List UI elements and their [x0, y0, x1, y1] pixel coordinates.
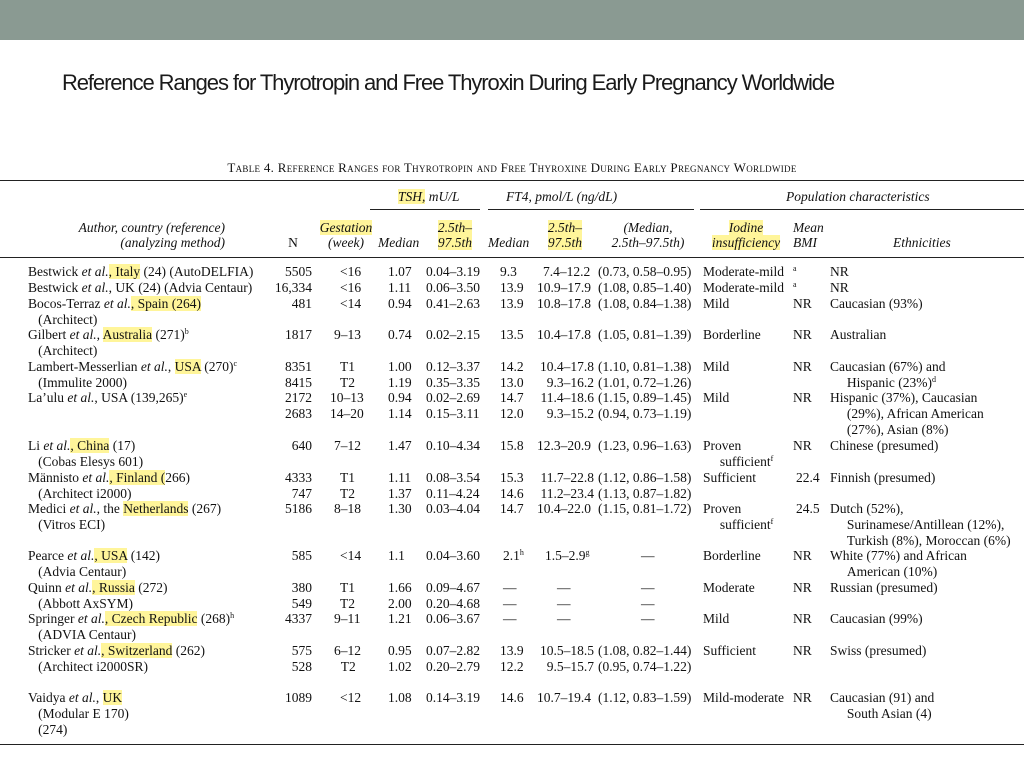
- cell-ethnicities: Chinese (presumed): [830, 438, 939, 453]
- cell-iodine: Moderate-mild: [703, 280, 784, 295]
- cell-tsh-median: 1.00 1.19: [388, 359, 412, 390]
- col-header-iodine: Iodine insufficiency: [711, 220, 781, 250]
- cell-ft4-alt: (1.05, 0.81–1.39): [598, 327, 692, 342]
- cell-tsh-range: 0.04–3.60: [426, 548, 480, 563]
- cell-tsh-range: 0.41–2.63: [426, 296, 480, 311]
- cell-ft4-median: 13.9: [500, 280, 524, 295]
- cell-n: 4337: [285, 611, 312, 626]
- cell-iodine: Sufficient: [703, 643, 756, 658]
- cell-ft4-range: 10.5–18.5 9.5–15.7: [540, 643, 594, 674]
- cell-gestation: 10–13 14–20: [330, 390, 364, 421]
- cell-tsh-range: 0.06–3.50: [426, 280, 480, 295]
- cell-ft4-median: 15.8: [500, 438, 524, 453]
- cell-author: Bestwick et al., Italy (24) (AutoDELFIA): [28, 264, 254, 279]
- cell-ft4-alt: (1.12, 0.83–1.59): [598, 690, 692, 705]
- cell-iodine: Mild: [703, 611, 730, 626]
- cell-iodine: Mild-moderate: [703, 690, 784, 705]
- ft4-group-rule: [488, 209, 694, 210]
- col-header-tsh-range: 2.5th– 97.5th: [437, 220, 473, 250]
- cell-ethnicities: Australian: [830, 327, 887, 342]
- slide-title: Reference Ranges for Thyrotropin and Free Thyroxin During Early Pregnancy Worldwide: [62, 70, 835, 95]
- cell-ft4-range: 1.5–2.9$^g$: [545, 548, 590, 563]
- table-number: Table 4.: [227, 160, 275, 175]
- col-header-ft4-median: Median: [488, 235, 530, 250]
- cell-gestation: <12: [340, 690, 362, 705]
- cell-bmi: NR: [793, 611, 812, 626]
- cell-gestation: 7–12: [334, 438, 361, 453]
- cell-ft4-range: 7.4–12.2: [543, 264, 591, 279]
- cell-author: Springer et al., Czech Republic $(268)^h$ (ADVIA Centaur): [28, 611, 235, 642]
- cell-n: 2172 2683: [285, 390, 312, 421]
- cell-iodine: Proven sufficient$^f$: [703, 438, 774, 469]
- cell-tsh-range: 0.02–2.69 0.15–3.11: [426, 390, 480, 421]
- col-header-ft4-alt: (Median, 2.5th–97.5th): [611, 220, 685, 250]
- cell-bmi: NR: [793, 438, 812, 453]
- population-group-header: Population characteristics: [786, 189, 930, 204]
- cell-ft4-median: 13.9 12.2: [500, 643, 524, 674]
- cell-ft4-alt: (1.10, 0.81–1.38) (1.01, 0.72–1.26): [598, 359, 692, 390]
- cell-ft4-median: 14.6: [500, 690, 524, 705]
- cell-ethnicities: Swiss (presumed): [830, 643, 927, 658]
- cell-ft4-median: 9.3: [500, 264, 517, 279]
- col-header-gestation: Gestation (week): [319, 220, 373, 250]
- cell-ft4-median: 15.3 14.6: [500, 470, 524, 501]
- cell-bmi: NR: [793, 690, 812, 705]
- cell-bmi: 22.4: [796, 470, 820, 485]
- cell-gestation: <14: [340, 548, 362, 563]
- cell-gestation: <16: [340, 264, 362, 279]
- cell-author: Bocos-Terraz et al., Spain (264) (Architect): [28, 296, 202, 327]
- cell-ft4-range: 10.4–17.8: [537, 327, 591, 342]
- cell-tsh-range: 0.12–3.37 0.35–3.35: [426, 359, 480, 390]
- cell-ethnicities: Caucasian (67%) and Hispanic $(23\%)^d$: [830, 359, 946, 390]
- cell-author: Medici et al., the Netherlands (267) (Vitros ECI): [28, 501, 222, 532]
- cell-n: 5505: [285, 264, 312, 279]
- cell-bmi: a: [793, 280, 797, 289]
- cell-tsh-median: 0.94 1.14: [388, 390, 412, 421]
- cell-author: Li et al., China (17) (Cobas Elesys 601): [28, 438, 144, 469]
- cell-n: 1089: [285, 690, 312, 705]
- cell-tsh-range: 0.10–4.34: [426, 438, 480, 453]
- cell-ft4-median: 14.2 13.0: [500, 359, 524, 390]
- cell-ft4-alt: (1.23, 0.96–1.63): [598, 438, 692, 453]
- cell-bmi: NR: [793, 327, 812, 342]
- cell-gestation: T1 T2: [340, 470, 355, 501]
- cell-bmi: 24.5: [796, 501, 820, 516]
- cell-ethnicities: Caucasian (99%): [830, 611, 923, 626]
- cell-author: Pearce et al., USA (142) (Advia Centaur): [28, 548, 160, 579]
- cell-ft4-alt: — —: [641, 580, 655, 611]
- cell-tsh-median: 1.1: [388, 548, 405, 563]
- cell-ft4-median: — —: [503, 580, 517, 611]
- cell-tsh-range: 0.02–2.15: [426, 327, 480, 342]
- cell-ft4-median: 13.5: [500, 327, 524, 342]
- cell-iodine: Sufficient: [703, 470, 756, 485]
- col-header-ethnicities: Ethnicities: [893, 235, 951, 250]
- cell-ethnicities: NR: [830, 264, 849, 279]
- cell-author: Vaidya et al., UK (Modular E 170) (274): [28, 690, 129, 737]
- cell-ethnicities: Finnish (presumed): [830, 470, 936, 485]
- cell-iodine: Borderline: [703, 327, 761, 342]
- cell-gestation: T1 T2: [340, 359, 355, 390]
- cell-n: 5186: [285, 501, 312, 516]
- table-caption-text: Reference Ranges for Thyrotropin and Free Thyroxine During Early Pregnancy Worldwide: [277, 160, 797, 175]
- cell-author: Lambert-Messerlian et al., USA $(270)^c$ (Immulite 2000): [28, 359, 238, 390]
- cell-tsh-range: 0.06–3.67: [426, 611, 480, 626]
- cell-ft4-alt: —: [641, 611, 655, 626]
- cell-author: Quinn et al., Russia (272) (Abbott AxSYM): [28, 580, 168, 611]
- cell-tsh-median: 1.47: [388, 438, 412, 453]
- cell-gestation: <16: [340, 280, 362, 295]
- cell-tsh-median: 0.94: [388, 296, 412, 311]
- cell-author: Gilbert et al., Australia $(271)^b$ (Architect): [28, 327, 189, 358]
- cell-ethnicities: Caucasian (91) and South Asian (4): [830, 690, 935, 721]
- cell-tsh-median: 0.74: [388, 327, 412, 342]
- cell-ft4-alt: (1.08, 0.85–1.40): [598, 280, 692, 295]
- top-accent-bar: [0, 0, 1024, 40]
- cell-iodine: Moderate: [703, 580, 755, 595]
- header-bottom-rule: [0, 257, 1024, 258]
- cell-ft4-range: — —: [557, 580, 571, 611]
- cell-ft4-median: 13.9: [500, 296, 524, 311]
- table-top-rule: [0, 180, 1024, 181]
- cell-ethnicities: NR: [830, 280, 849, 295]
- tsh-group-rule: [370, 209, 480, 210]
- cell-ft4-alt: (1.08, 0.84–1.38): [598, 296, 692, 311]
- cell-ft4-range: 10.9–17.9: [537, 280, 591, 295]
- cell-ft4-range: 10.7–19.4: [537, 690, 591, 705]
- cell-tsh-range: 0.09–4.67 0.20–4.68: [426, 580, 480, 611]
- cell-ft4-median: —: [503, 611, 517, 626]
- cell-author: Stricker et al., Switzerland (262) (Architect i2000SR): [28, 643, 205, 674]
- cell-ft4-alt: (1.12, 0.86–1.58) (1.13, 0.87–1.82): [598, 470, 692, 501]
- cell-ft4-median: 2.1$^h$: [503, 548, 524, 563]
- cell-n: 575 528: [291, 643, 312, 674]
- col-header-n: N: [288, 235, 298, 250]
- cell-ft4-range: 12.3–20.9: [537, 438, 591, 453]
- cell-ethnicities: White (77%) and African American (10%): [830, 548, 967, 579]
- cell-n: 481: [291, 296, 312, 311]
- cell-ethnicities: Russian (presumed): [830, 580, 938, 595]
- cell-author: Bestwick et al., UK (24) (Advia Centaur): [28, 280, 253, 295]
- col-header-ft4-range: 2.5th– 97.5th: [547, 220, 583, 250]
- cell-bmi: NR: [793, 643, 812, 658]
- cell-gestation: T1 T2: [340, 580, 355, 611]
- cell-n: 4333 747: [285, 470, 312, 501]
- cell-ft4-median: 14.7: [500, 501, 524, 516]
- cell-gestation: 9–11: [334, 611, 361, 626]
- cell-tsh-median: 0.95 1.02: [388, 643, 412, 674]
- cell-ethnicities: Caucasian (93%): [830, 296, 923, 311]
- cell-bmi: NR: [793, 580, 812, 595]
- cell-n: 16,334: [274, 280, 312, 295]
- cell-iodine: Proven sufficient$^f$: [703, 501, 774, 532]
- cell-ft4-range: 10.4–17.8 9.3–16.2: [540, 359, 594, 390]
- cell-n: 1817: [285, 327, 312, 342]
- cell-ft4-median: 14.7 12.0: [500, 390, 524, 421]
- cell-iodine: Borderline: [703, 548, 761, 563]
- cell-bmi: a: [793, 264, 797, 273]
- table-bottom-rule: [0, 744, 1024, 745]
- col-header-tsh-median: Median: [378, 235, 420, 250]
- cell-bmi: NR: [793, 390, 812, 405]
- cell-tsh-range: 0.03–4.04: [426, 501, 480, 516]
- cell-tsh-median: 1.11 1.37: [388, 470, 412, 501]
- col-header-author: Author, country (reference) (analyzing method): [78, 220, 225, 250]
- cell-n: 8351 8415: [285, 359, 312, 390]
- cell-iodine: Mild: [703, 359, 730, 374]
- cell-tsh-median: 1.11: [388, 280, 412, 295]
- population-group-rule: [700, 209, 1024, 210]
- cell-n: 380 549: [291, 580, 312, 611]
- cell-tsh-range: 0.04–3.19: [426, 264, 480, 279]
- cell-iodine: Moderate-mild: [703, 264, 784, 279]
- cell-ethnicities: Dutch (52%), Surinamese/Antillean (12%), Turkish (8%), Moroccan (6%): [830, 501, 1011, 548]
- cell-bmi: NR: [793, 548, 812, 563]
- cell-gestation: 6–12 T2: [334, 643, 361, 674]
- cell-tsh-range: 0.08–3.54 0.11–4.24: [426, 470, 480, 501]
- cell-gestation: 8–18: [334, 501, 361, 516]
- tsh-group-header: TSH, mU/L: [398, 189, 460, 204]
- col-header-bmi: Mean BMI: [793, 220, 824, 250]
- cell-tsh-median: 1.21: [388, 611, 412, 626]
- cell-ft4-alt: (1.15, 0.81–1.72): [598, 501, 692, 516]
- table-caption: [0, 160, 1024, 176]
- cell-tsh-median: 1.08: [388, 690, 412, 705]
- cell-iodine: Mild: [703, 390, 730, 405]
- cell-bmi: NR: [793, 359, 812, 374]
- cell-ft4-range: 10.4–22.0: [537, 501, 591, 516]
- cell-iodine: Mild: [703, 296, 730, 311]
- cell-author: La’ulu et al., USA $(139,265)^e$: [28, 390, 188, 405]
- cell-ft4-alt: (1.15, 0.89–1.45) (0.94, 0.73–1.19): [598, 390, 692, 421]
- cell-gestation: 9–13: [334, 327, 361, 342]
- ft4-group-header: FT4, pmol/L (ng/dL): [506, 189, 618, 204]
- cell-tsh-median: 1.66 2.00: [388, 580, 412, 611]
- cell-ethnicities: Hispanic (37%), Caucasian (29%), African American (27%), Asian (8%): [830, 390, 984, 437]
- cell-n: 640: [291, 438, 312, 453]
- cell-bmi: NR: [793, 296, 812, 311]
- cell-tsh-median: 1.30: [388, 501, 412, 516]
- cell-ft4-range: 11.7–22.8 11.2–23.4: [540, 470, 594, 501]
- cell-gestation: <14: [340, 296, 362, 311]
- cell-ft4-alt: (1.08, 0.82–1.44) (0.95, 0.74–1.22): [598, 643, 692, 674]
- cell-tsh-range: 0.07–2.82 0.20–2.79: [426, 643, 480, 674]
- cell-n: 585: [291, 548, 312, 563]
- cell-ft4-range: 10.8–17.8: [537, 296, 591, 311]
- cell-ft4-range: 11.4–18.6 9.3–15.2: [540, 390, 594, 421]
- cell-author: Männisto et al., Finland (266) (Architect i2000): [28, 470, 191, 501]
- cell-ft4-alt: (0.73, 0.58–0.95): [598, 264, 692, 279]
- cell-tsh-median: 1.07: [388, 264, 412, 279]
- cell-tsh-range: 0.14–3.19: [426, 690, 480, 705]
- cell-ft4-range: —: [557, 611, 571, 626]
- cell-ft4-alt: —: [641, 548, 655, 563]
